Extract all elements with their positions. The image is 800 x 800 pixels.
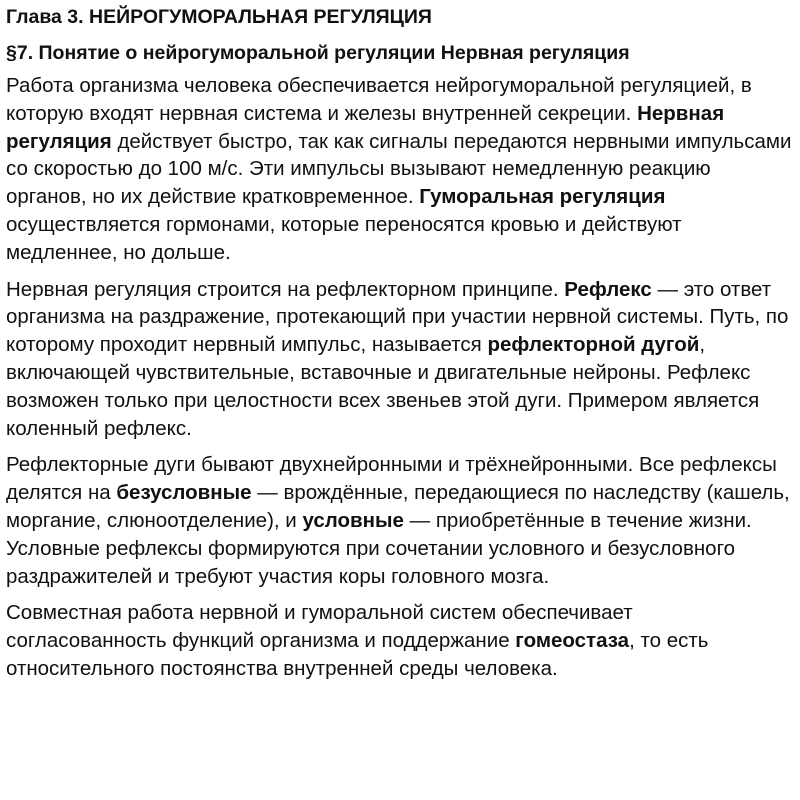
paragraph-text: , то есть относительного постоянства внутренней среды человека.	[6, 629, 709, 680]
document-content	[6, 0, 796, 692]
paragraph-2	[6, 276, 796, 443]
paragraph-text: Работа организма человека обеспечивается нейрогуморальной регуляцией, в которую входят нервная система и железы внутренней секреции.	[6, 74, 752, 125]
paragraph-1	[6, 72, 796, 267]
paragraph-text: — приобретённые в течение жизни. Условные рефлексы формируются при сочетании условного и безусловного раздражителей и требуют участия коры головного мозга.	[6, 508, 752, 588]
bold-term-reflex: Рефлекс	[564, 277, 652, 301]
paragraph-text: , включающей чувствительные, вставочные и двигательные нейроны. Рефлекс возможен только при целостности всех звеньев этой дуги. Примером является коленный рефлекс.	[6, 333, 760, 440]
paragraph-text: Совместная работа нервной и гуморальной систем обеспечивает согласованность функций организма и поддержание	[6, 601, 633, 653]
bold-term-nervous-regulation: Нервная регуляция	[6, 101, 725, 153]
bold-term-unconditioned: безусловные	[116, 481, 252, 505]
paragraph-text: — это ответ организма на раздражение, протекающий при участии нервной системы. Путь, по которому проходит нервный импульс, называется	[6, 277, 789, 357]
paragraph-text: Нервная регуляция строится на рефлекторном принципе.	[6, 277, 565, 301]
chapter-title: Глава 3. НЕЙРОГУМОРАЛЬНАЯ РЕГУЛЯЦИЯ	[6, 6, 432, 28]
paragraph-text: действует быстро, так как сигналы передаются нервными импульсами со скоростью до 100 м/с. Эти импульсы вызывают немедленную реакцию органов, но их действие кратковременное.	[6, 129, 792, 209]
paragraph-text: Рефлекторные дуги бывают двухнейронными и трёхнейронными. Все рефлексы делятся на	[6, 453, 777, 505]
paragraph-3	[6, 451, 796, 590]
bold-term-reflex-arc: рефлекторной дугой	[487, 333, 700, 357]
paragraph-text: — врождённые, передающиеся по наследству (кашель, моргание, слюноотделение), и	[6, 481, 790, 532]
section-title: §7. Понятие о нейрогуморальной регуляции Нервная регуляция	[6, 42, 630, 64]
bold-term-homeostasis: гомеостаза	[515, 629, 630, 653]
paragraph-4	[6, 599, 796, 682]
bold-term-humoral-regulation: Гуморальная регуляция	[419, 185, 666, 209]
bold-term-conditioned: условные	[302, 508, 404, 532]
paragraph-text: осуществляется гормонами, которые переносятся кровью и действуют медленнее, но дольше.	[6, 212, 682, 264]
